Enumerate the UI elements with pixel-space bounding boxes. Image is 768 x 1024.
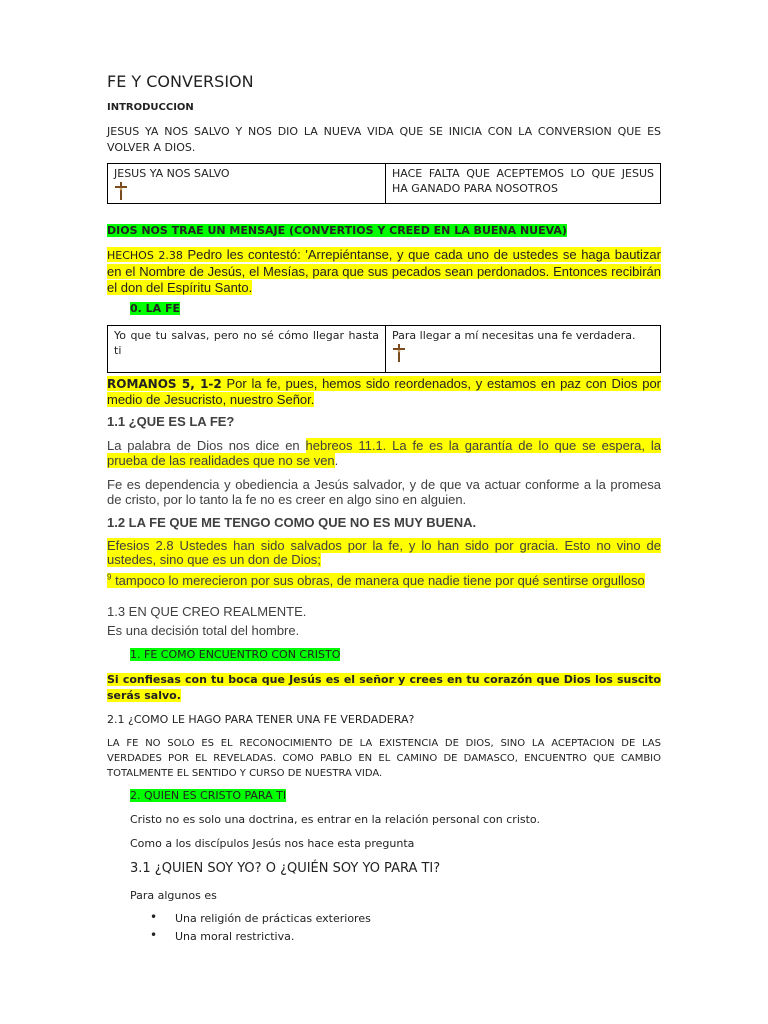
s11-p1-highlight: hebreos 11.1. La fe es la garantía de lo que se espera, la prueba de las realidades que no se ven [107,438,661,468]
mensaje-heading [107,224,567,237]
page-title: FE Y CONVERSION [107,72,254,91]
sec2-p2: Como a los discípulos Jesús nos hace esta pregunta [130,837,415,850]
efesios-quote-9-text: tampoco lo merecieron por sus obras, de manera que nadie tiene por qué sentirse orgulloso [111,573,645,589]
sec2-heading [130,789,286,802]
s11-heading: 1.1 ¿QUE ES LA FE? [107,414,235,429]
s11-p2: Fe es dependencia y obediencia a Jesús salvador, y de que va actuar conforme a la promesa de cristo, por lo tanto la fe no es creer en algo sino en alguien. [107,477,661,507]
sec2-heading-text: 2. QUIEN ES CRISTO PARA TI [130,789,287,802]
verse-number: 9 [107,573,112,582]
efesios-quote-text: Efesios 2.8 Ustedes han sido salvados por la fe, y lo han sido por gracia. Esto no vino de ustedes, sino que es un don de Dios; [107,538,661,567]
s21-text: LA FE NO SOLO ES EL RECONOCIMIENTO DE LA EXISTENCIA DE DIOS, SINO LA ACEPTACION DE LAS VERDADES POR EL REVELADAS. COMO PABLO EN EL CAMINO DE DAMASCO, ENCUENTRO QUE CAMBIO TOTALMENTE EL SENTIDO Y CURSO DE NUESTRA VIDA. [107,738,661,779]
sec2-p1: Cristo no es solo una doctrina, es entrar en la relación personal con cristo. [130,813,540,826]
s31-heading: 3.1 ¿QUIEN SOY YO? O ¿QUIÉN SOY YO PARA TI? [130,861,441,876]
hechos-ref: HECHOS 2.38 [107,249,183,262]
fe-table-left: Yo que tu salvas, pero no sé cómo llegar hasta ti [108,326,386,373]
s13-text: Es una decisión total del hombre. [107,623,300,638]
bullet-icon: • [150,928,158,942]
s13-heading: 1.3 EN QUE CREO REALMENTE. [107,604,307,619]
romanos-ref: ROMANOS 5, 1-2 [107,377,222,391]
sec1-heading-text: 1. FE COMO ENCUENTRO CON CRISTO [130,648,341,661]
mensaje-heading-text: DIOS NOS TRAE UN MENSAJE (CONVERTIOS Y CREED EN LA BUENA NUEVA) [107,224,567,237]
s21-heading: 2.1 ¿COMO LE HAGO PARA TENER UNA FE VERDADERA? [107,713,415,726]
intro-table-left [108,164,386,204]
s31-bullet-2: Una moral restrictiva. [175,930,295,943]
intro-text: JESUS YA NOS SALVO Y NOS DIO LA NUEVA VIDA QUE SE INICIA CON LA CONVERSION QUE ES VOLVER A DIOS. [107,125,661,154]
intro-heading: INTRODUCCION [107,102,194,113]
efesios-quote [107,539,661,567]
sec0-heading [130,302,180,315]
sec1-heading [130,648,340,661]
intro-table [107,163,661,204]
intro-table-right: HACE FALTA QUE ACEPTEMOS LO QUE JESUS HA GANADO PARA NOSOTROS [386,164,661,204]
hechos-quote-text: Pedro les contestó: 'Arrepiéntanse, y que cada uno de ustedes se haga bautizar en el Nombre de Jesús, el Mesías, para que sus pecados sean perdonados. Entonces recibirán el don del Espíritu Santo. [107,247,661,295]
bullet-icon: • [150,910,158,924]
crucifix-icon [392,343,406,363]
hechos-quote [107,247,661,296]
s31-intro: Para algunos es [130,889,217,902]
fe-table-right-text: Para llegar a mí necesitas una fe verdadera. [392,329,636,342]
s11-p1-a: La palabra de Dios nos dice en [107,438,306,453]
efesios-quote-9 [107,571,661,588]
s12-heading: 1.2 LA FE QUE ME TENGO COMO QUE NO ES MUY BUENA. [107,515,477,530]
sec1-quote [107,672,661,704]
fe-table [107,325,661,373]
intro-table-left-text: JESUS YA NOS SALVO [114,167,230,180]
fe-table-right [386,326,661,373]
s31-bullet-1: Una religión de prácticas exteriores [175,912,371,925]
s11-p1 [107,438,661,468]
romanos-quote [107,376,661,408]
sec0-heading-text: 0. LA FE [130,302,181,315]
s11-p1-end: . [334,453,339,468]
sec1-quote-text: Si confiesas con tu boca que Jesús es el señor y crees en tu corazón que Dios los suscito serás salvo. [107,673,661,702]
crucifix-icon [114,181,128,201]
romanos-quote-text: Por la fe, pues, hemos sido reordenados, y estamos en paz con Dios por medio de Jesucristo, nuestro Señor. [107,376,662,407]
